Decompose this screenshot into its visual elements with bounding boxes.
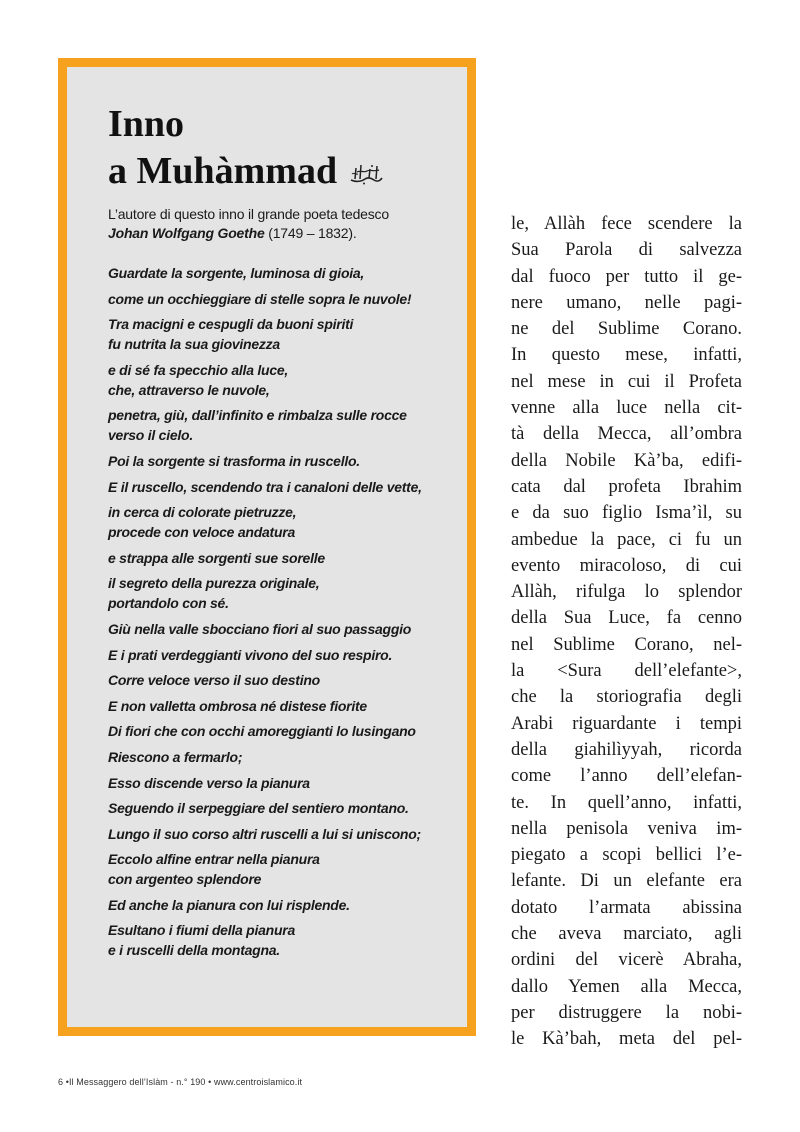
article-line: nere umano, nelle pagi- <box>511 292 742 313</box>
poem-stanza <box>108 645 468 665</box>
poem-line: Tra macigni e cespugli da buoni spiriti <box>108 316 354 333</box>
poem-stanza <box>108 895 468 915</box>
poem-line: che, attraverso le nuvole, <box>108 381 270 398</box>
poem-stanza <box>108 773 468 793</box>
poem-line: Corre veloce verso il suo destino <box>108 672 320 689</box>
article-line: ordini del vicerè Abraha, <box>511 950 742 971</box>
poem-line: e di sé fa specchio alla luce, <box>108 361 289 378</box>
poem-line: Lungo il suo corso altri ruscelli a lui si uniscono; <box>108 825 421 842</box>
intro-line-2 <box>108 224 428 243</box>
poem-stanza <box>108 573 468 613</box>
article-line: cata dal profeta Ibrahim <box>511 476 742 497</box>
article-line: dallo Yemen alla Mecca, <box>511 976 742 997</box>
article-line: nella penisola veniva im- <box>511 818 742 839</box>
article-line: piegato a scopi bellici l’e- <box>511 845 742 866</box>
poem-line: portandolo con sé. <box>108 595 229 612</box>
article-line: come l’anno dell’elefan- <box>511 766 742 787</box>
poem-line: Guardate la sorgente, luminosa di gioia, <box>108 265 365 281</box>
poem-box <box>58 58 476 1036</box>
article-column <box>511 211 742 1053</box>
poem-line: verso il cielo. <box>108 427 193 444</box>
article-line: ambedue la pace, ci fu un <box>511 529 742 550</box>
poem-line: procede con veloce andatura <box>108 524 295 541</box>
poem-intro <box>108 205 428 243</box>
poem-line: Esso discende verso la pianura <box>108 774 310 791</box>
poem-line: Riescono a fermarlo; <box>108 748 243 765</box>
poem-stanza <box>108 477 468 497</box>
article-line: della Nobile Kà’ba, edifi- <box>511 450 742 471</box>
poem-title <box>108 101 383 195</box>
poem-line: E il ruscello, scendendo tra i canaloni delle vette, <box>108 478 422 495</box>
intro-line-1-text: L’autore di questo inno il grande poeta tedesco <box>108 206 389 222</box>
poem-stanza <box>108 747 468 767</box>
poem-stanza <box>108 314 468 354</box>
poem-stanza <box>108 289 468 309</box>
poem-line: con argenteo splendore <box>108 871 262 888</box>
poem-line: penetra, giù, dall’infinito e rimbalza sulle rocce <box>108 407 407 424</box>
article-line: lefante. Di un elefante era <box>511 871 742 892</box>
poem-line: Esultano i fiumi della pianura <box>108 922 295 939</box>
article-line: venne alla luce nella cit- <box>511 398 742 419</box>
article-line: che aveva marciato, agli <box>511 924 742 945</box>
page-footer: 6 •Il Messaggero dell’Islàm - n.° 190 • www.centroislamico.it <box>58 1077 303 1087</box>
poem-line: Poi la sorgente si trasforma in ruscello. <box>108 452 360 469</box>
poem-line: Giù nella valle sbocciano fiori al suo passaggio <box>108 620 412 637</box>
poem-stanza <box>108 721 468 741</box>
poem-line: Di fiori che con occhi amoreggianti lo lusingano <box>108 723 416 740</box>
poem-line: E i prati verdeggianti vivono del suo respiro. <box>108 646 393 663</box>
article-line: Sua Parola di salvezza <box>511 240 742 261</box>
poem-line: e i ruscelli della montagna. <box>108 942 280 959</box>
poem-stanza <box>108 548 468 568</box>
title-line-2-text: a Muhàmmad <box>108 150 338 192</box>
poem-line: E non valletta ombrosa né distese fiorite <box>108 697 367 714</box>
poem-line: fu nutrita la sua giovinezza <box>108 336 280 353</box>
article-line: dotato l’armata abissina <box>511 897 742 918</box>
article-line: della Sua Luce, fa cenno <box>511 608 742 629</box>
poem-stanza <box>108 798 468 818</box>
article-line: Allàh, rifulga lo splendor <box>511 582 742 603</box>
poem-line: Ed anche la pianura con lui risplende. <box>108 896 350 913</box>
title-line-1: Inno <box>108 103 185 145</box>
poem-stanza <box>108 849 468 889</box>
poem-stanza <box>108 619 468 639</box>
article-line: della giahilìyyah, ricorda <box>511 739 742 760</box>
poet-dates: (1749 – 1832). <box>264 225 357 241</box>
title-line-2 <box>108 148 383 195</box>
poem-line: e strappa alle sorgenti sue sorelle <box>108 549 325 566</box>
poem-line: Eccolo alfine entrar nella pianura <box>108 851 320 868</box>
poem-line: come un occhieggiare di stelle sopra le nuvole! <box>108 290 412 307</box>
poem-stanza <box>108 670 468 690</box>
poem-line: Seguendo il serpeggiare del sentiero montano. <box>108 800 409 817</box>
poem-stanza <box>108 263 468 283</box>
poem-stanza <box>108 696 468 716</box>
poem-stanza <box>108 360 468 400</box>
poem-stanza <box>108 824 468 844</box>
arabic-calligraphy-icon <box>349 162 383 186</box>
article-line: nel Sublime Corano, nel- <box>511 634 742 655</box>
article-line: nel mese in cui il Profeta <box>511 371 742 392</box>
article-line: dal fuoco per tutto il ge- <box>511 266 742 287</box>
article-line: te. In quell’anno, infatti, <box>511 792 742 813</box>
article-line: ne del Sublime Corano. <box>511 319 742 340</box>
article-line: evento miracoloso, di cui <box>511 555 742 576</box>
poem-stanza <box>108 920 468 960</box>
poem-stanza <box>108 451 468 471</box>
poem-line: il segreto della purezza originale, <box>108 575 320 592</box>
article-line: le Kà’bah, meta del pel- <box>511 1029 742 1050</box>
poem-stanza <box>108 502 468 542</box>
article-line: e da suo figlio Isma’ìl, su <box>511 503 742 524</box>
poet-name: Johan Wolfgang Goethe <box>108 225 265 241</box>
article-line: In questo mese, infatti, <box>511 345 742 366</box>
article-line: Arabi riguardante i tempi <box>511 713 742 734</box>
poem-stanza <box>108 405 468 445</box>
poem-body <box>108 263 468 966</box>
intro-line-1 <box>108 205 428 224</box>
article-line: la <Sura dell’elefante>, <box>511 661 742 682</box>
article-line: per distruggere la nobi- <box>511 1002 742 1023</box>
article-line: tà della Mecca, all’ombra <box>511 424 742 445</box>
poem-line: in cerca di colorate pietruzze, <box>108 504 297 521</box>
article-line: che la storiografia degli <box>511 687 742 708</box>
article-line: le, Allàh fece scendere la <box>511 214 742 234</box>
